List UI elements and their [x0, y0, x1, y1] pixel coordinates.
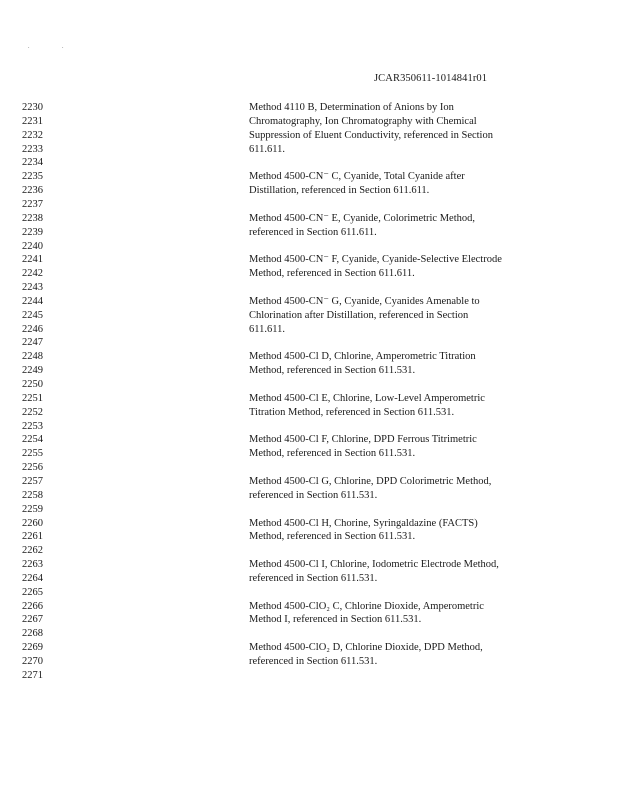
- line-number: 2270: [22, 656, 43, 667]
- line-number: 2262: [22, 545, 43, 557]
- line-text: Method 4500-Cl F, Chlorine, DPD Ferrous Titrimetric: [249, 434, 477, 446]
- line-number: 2239: [22, 226, 43, 238]
- line-text: referenced in Section 611.531.: [249, 572, 378, 584]
- line-number: 2248: [22, 351, 43, 363]
- line-text: 611.611.: [249, 143, 285, 155]
- line-text: Method 4500-ClO₂ D, Chlorine Dioxide, DPD Method,: [249, 642, 483, 654]
- line-number: 2261: [22, 531, 43, 543]
- line-text: Chlorination after Distillation, referenced in Section: [249, 309, 469, 321]
- line-text: Suppression of Eluent Conductivity, referenced in Section: [249, 129, 493, 141]
- line-text: Method 4500-CN⁻ F, Cyanide, Cyanide-Selective Electrode: [249, 254, 502, 266]
- line-number: 2241: [22, 254, 43, 266]
- line-text: 611.611.: [249, 323, 285, 335]
- line-number: 2265: [22, 586, 43, 598]
- line-number: 2267: [22, 614, 43, 626]
- line-text: Method 4500-CN⁻ E, Cyanide, Colorimetric Method,: [249, 212, 476, 224]
- line-number: 2236: [22, 185, 43, 197]
- line-number: 2245: [22, 309, 43, 321]
- line-number: 2249: [22, 365, 43, 377]
- line-number: 2230: [22, 102, 43, 113]
- line-number: 2246: [22, 323, 43, 335]
- line-text: Method 4500-Cl I, Chlorine, Iodometric Electrode Method,: [249, 559, 499, 571]
- line-number: 2251: [22, 392, 43, 404]
- line-number: 2234: [22, 157, 43, 169]
- line-text: Method, referenced in Section 611.531.: [249, 531, 416, 543]
- line-text: Method, referenced in Section 611.611.: [249, 268, 415, 280]
- line-number: 2238: [22, 212, 43, 224]
- line-text: Method 4500-Cl H, Chorine, Syringaldazine (FACTS): [249, 517, 478, 529]
- line-number: 2240: [22, 240, 43, 252]
- line-text: Method, referenced in Section 611.531.: [249, 365, 416, 377]
- line-text: referenced in Section 611.531.: [249, 656, 378, 667]
- line-number: 2256: [22, 462, 43, 474]
- line-number: 2266: [22, 600, 43, 612]
- line-text: referenced in Section 611.611.: [249, 226, 377, 238]
- line-number: 2231: [22, 115, 43, 127]
- line-number: 2233: [22, 143, 43, 155]
- line-number: 2235: [22, 171, 43, 183]
- line-number: 2232: [22, 129, 43, 141]
- line-number: 2257: [22, 475, 43, 487]
- line-text: Method 4500-ClO₂ C, Chlorine Dioxide, Amperometric: [249, 600, 484, 612]
- document-id: JCAR350611-1014841r01: [374, 73, 488, 84]
- line-number: 2259: [22, 503, 43, 515]
- line-text: Method, referenced in Section 611.531.: [249, 448, 416, 460]
- scan-mark: .: [62, 44, 64, 50]
- line-text: Chromatography, Ion Chromatography with Chemical: [249, 115, 477, 127]
- line-number: 2237: [22, 198, 43, 210]
- line-text: Method 4500-Cl G, Chlorine, DPD Colorimetric Method,: [249, 475, 492, 487]
- line-number: 2255: [22, 448, 43, 460]
- line-number: 2269: [22, 642, 43, 654]
- line-number: 2244: [22, 295, 43, 307]
- line-text: referenced in Section 611.531.: [249, 489, 378, 501]
- line-number: 2254: [22, 434, 43, 446]
- line-text: Method I, referenced in Section 611.531.: [249, 614, 422, 626]
- line-number: 2264: [22, 572, 43, 584]
- line-text: Method 4110 B, Determination of Anions by Ion: [249, 102, 454, 113]
- line-text: Method 4500-Cl E, Chlorine, Low-Level Amperometric: [249, 392, 485, 404]
- scan-mark: .: [28, 44, 30, 50]
- line-number: 2242: [22, 268, 43, 280]
- line-text: Method 4500-CN⁻ C, Cyanide, Total Cyanide after: [249, 171, 465, 183]
- line-number: 2263: [22, 559, 43, 571]
- line-number: 2271: [22, 669, 43, 681]
- line-text: Method 4500-Cl D, Chlorine, Amperometric Titration: [249, 351, 476, 363]
- line-text: Method 4500-CN⁻ G, Cyanide, Cyanides Amenable to: [249, 295, 480, 307]
- line-number: 2268: [22, 628, 43, 640]
- line-number: 2243: [22, 282, 43, 294]
- line-number: 2247: [22, 337, 43, 349]
- line-number: 2258: [22, 489, 43, 501]
- line-number: 2253: [22, 420, 43, 432]
- line-number: 2260: [22, 517, 43, 529]
- line-text: Titration Method, referenced in Section 611.531.: [249, 406, 455, 418]
- line-number: 2252: [22, 406, 43, 418]
- line-number: 2250: [22, 379, 43, 390]
- line-text: Distillation, referenced in Section 611.611.: [249, 185, 430, 197]
